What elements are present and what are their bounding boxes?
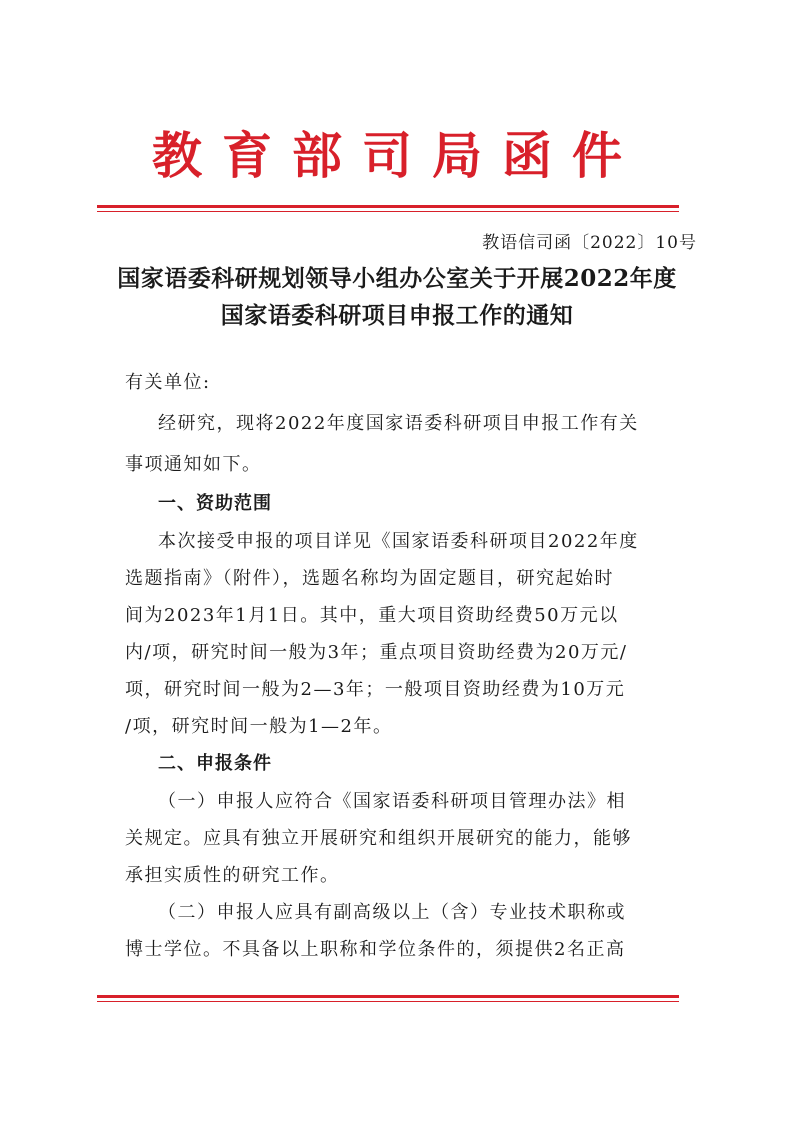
paragraph-line: 事项通知如下。 (125, 454, 262, 475)
document-title-line-2: 国家语委科研项目申报工作的通知 (220, 302, 574, 329)
paragraph-line: 承担实质性的研究工作。 (125, 865, 340, 886)
letterhead-title: 教育部司局函件 (152, 126, 642, 185)
rule-thick-line (97, 205, 679, 208)
paragraph-line: 间为2023年1月1日。其中，重大项目资助经费50万元以 (125, 605, 619, 626)
paragraph-line: 博士学位。不具备以上职称和学位条件的，须提供2名正高 (125, 939, 626, 960)
paragraph-line: 项，研究时间一般为2—3年；一般项目资助经费为10万元 (125, 679, 626, 700)
section-heading: 一、资助范围 (158, 493, 272, 514)
paragraph-line: 内/项，研究时间一般为3年；重点项目资助经费为20万元/ (125, 642, 628, 663)
paragraph-line: 选题指南》（附件），选题名称均为固定题目，研究起始时 (125, 568, 614, 589)
section-heading: 二、申报条件 (158, 753, 272, 774)
rule-thin-line (97, 211, 679, 212)
salutation: 有关单位: (125, 372, 211, 393)
document-title-line-1: 国家语委科研规划领导小组办公室关于开展2022年度 (117, 265, 677, 292)
letterhead-rule (97, 205, 679, 212)
paragraph-line: 关规定。应具有独立开展研究和组织开展研究的能力，能够 (125, 828, 632, 849)
rule-thick-line (97, 995, 679, 998)
document-number: 教语信司函〔2022〕10号 (482, 233, 697, 253)
paragraph-line: /项，研究时间一般为1—2年。 (125, 716, 393, 737)
paragraph-line: 本次接受申报的项目详见《国家语委科研项目2022年度 (158, 531, 639, 552)
paragraph-line: （一）申报人应符合《国家语委科研项目管理办法》相 (158, 791, 626, 812)
paragraph-line: （二）申报人应具有副高级以上（含）专业技术职称或 (158, 902, 626, 923)
rule-thin-line (97, 1001, 679, 1002)
paragraph-line: 经研究，现将2022年度国家语委科研项目申报工作有关 (158, 413, 639, 434)
footer-rule (97, 995, 679, 1002)
